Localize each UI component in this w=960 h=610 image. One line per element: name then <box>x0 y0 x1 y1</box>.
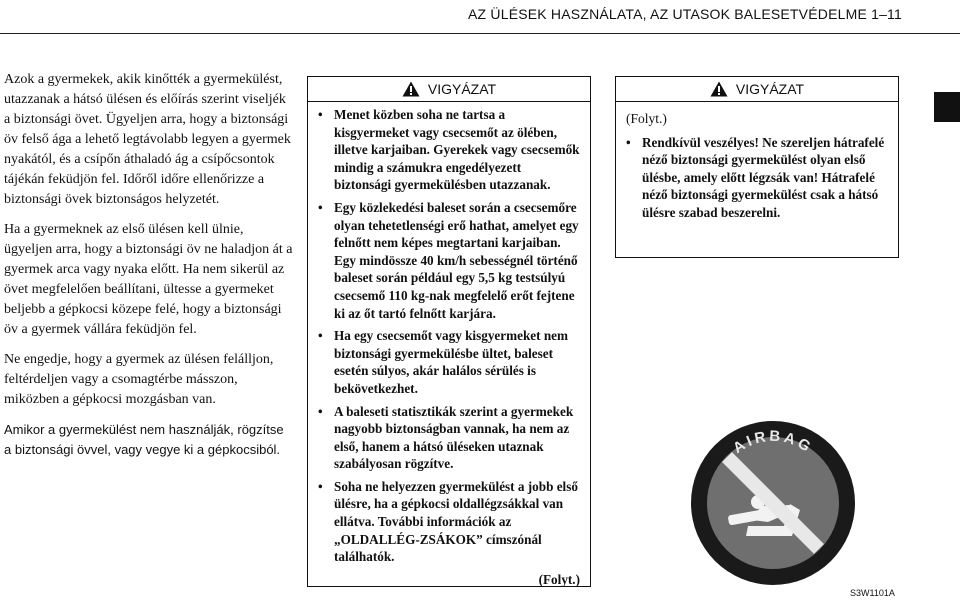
paragraph-older-children: Azok a gyermekek, akik kinőtték a gyermekülést, utazzanak a hátsó ülésen és előírás szerint viseljék a biztonsági övet. Ügyeljen arra, hogy a biztonsági öv felső ága a lehető legtávolabb legyen a gyermek nyakától, és a csípőn áthaladó ág a csípőcsontok tájékán feküdjön fel. Időről időre ellenőrizze a biztonsági övek biztonságos helyzetét. <box>4 72 291 207</box>
section-tab-marker <box>934 92 960 122</box>
warning-heading-text: VIGYÁZAT <box>735 81 805 97</box>
warning-list <box>626 134 888 222</box>
airbag-word: AIRBAG <box>730 427 816 458</box>
warning-item: • Ha egy csecsemőt vagy kisgyermeket nem biztonsági gyermekülésbe ültet, baleset esetén súlyos, akár halálos sérülés is bekövetkezhet. <box>318 327 580 397</box>
warning-item: • Menet közben soha ne tartsa a kisgyermeket vagy csecsemőt az ölében, illetve karjaiban. Gyerekek vagy csecsemők mindig a számukra engedélyezett biztonsági gyermekülésben utazzanak. <box>318 106 580 194</box>
header-rule <box>0 33 960 34</box>
continued-from-label: (Folyt.) <box>626 111 667 126</box>
warning-box-1 <box>307 76 591 587</box>
page-header <box>0 0 960 34</box>
warning-item: • Soha ne helyezzen gyermekülést a jobb első ülésre, ha a gépkocsi oldallégzsákkal van ellátva. További információk az „OLDALLÉG-ZSÁKOK” címszónál találhatók. <box>318 478 580 566</box>
warning-box-2 <box>615 76 899 258</box>
body-text-column <box>4 70 294 470</box>
warning-item: • Rendkívül veszélyes! Ne szereljen hátrafelé néző biztonsági gyermekülést olyan első ülésbe, amely előtt légzsák van! Hátrafelé néző biztonsági gyermekülést csak a hátsó ülésre szabad beszerelni. <box>626 134 888 222</box>
page-header-title: AZ ÜLÉSEK HASZNÁLATA, AZ UTASOK BALESETVÉDELME 1–11 <box>468 6 902 22</box>
paragraph-unused-seat: Amikor a gyermekülést nem használják, rögzítse a biztonsági övvel, vagy vegye ki a gépkocsiból. <box>4 422 284 457</box>
warning-heading-text: VIGYÁZAT <box>427 81 497 97</box>
no-child-seat-airbag-icon <box>688 418 858 588</box>
paragraph-standing: Ne engedje, hogy a gyermek az ülésen felálljon, feltérdeljen vagy a csomagtérbe másszon, miközben a gépkocsi mozgásban van. <box>4 352 274 407</box>
paragraph-front-seat: Ha a gyermeknek az első ülésen kell ülnie, ügyeljen arra, hogy a biztonsági öv ne haladjon át a gyermek arca vagy nyaka előtt. Ha nem sikerül az övet megfelelően beállítani, ültesse a gyermeket beljebb a gépkocsi közepe felé, hogy a biztonsági öv a gyermek vállára feküdjön fel. <box>4 222 293 337</box>
warning-item: • A baleseti statisztikák szerint a gyermekek nagyobb biztonságban vannak, ha nem az első, hanem a hátsó üléseken utaznak szabályosan rögzítve. <box>318 403 580 473</box>
warning-item: • Egy közlekedési baleset során a csecsemőre olyan tehetetlenségi erő hathat, amelyet egy felnőtt nem képes megtartani karjaiban. Egy mindössze 40 km/h sebességnél történő baleset során például egy 5,5 kg testsúlyú csecsemő 110 kg-nak megfelelő erőt fejtene ki az őt tartó felnőtt karjára. <box>318 199 580 322</box>
warning-triangle-icon <box>710 81 728 97</box>
warning-heading <box>616 77 898 102</box>
warning-heading <box>308 77 590 102</box>
continued-label: (Folyt.) <box>538 571 580 587</box>
warning-triangle-icon <box>402 81 420 97</box>
warning-list <box>318 106 580 566</box>
illustration-code: S3W1101A <box>850 588 895 598</box>
